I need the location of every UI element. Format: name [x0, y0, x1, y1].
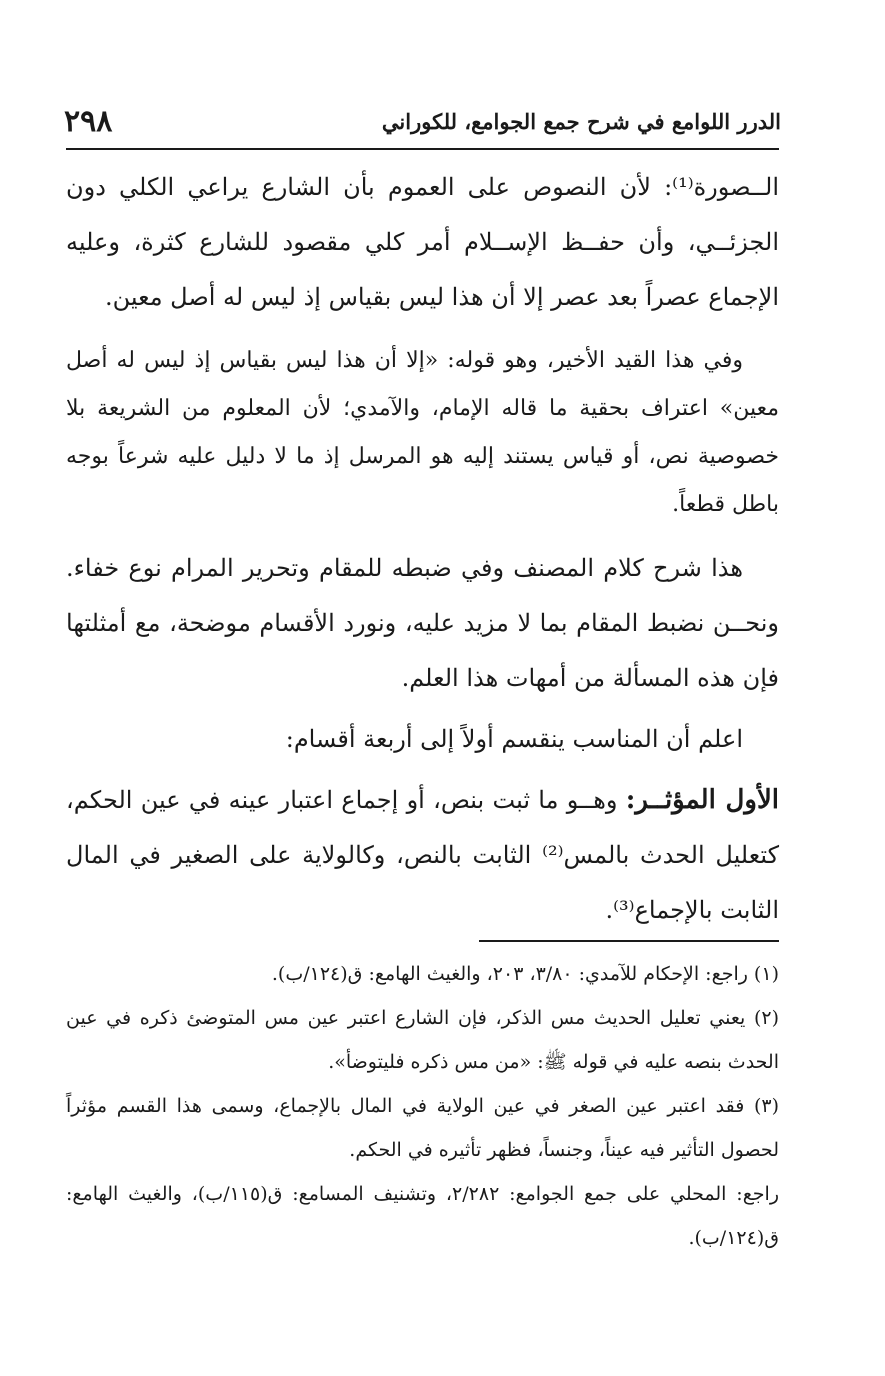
paragraph-4: اعلم أن المناسب ينقسم أولاً إلى أربعة أقسام: — [285, 725, 743, 753]
paragraph-5 — [66, 773, 779, 938]
main-text — [66, 160, 779, 938]
footnote-3: (٣) فقد اعتبر عين الصغر في عين الولاية في المال بالإجماع، وسمى هذا القسم مؤثراً لحصول التأثير فيه عيناً، وجنساً، فظهر تأثيره في الحكم. — [66, 1095, 779, 1161]
footnote-3-reference: راجع: المحلي على جمع الجوامع: ٢/٢٨٢، وتشنيف المسامع: ق(١١٥/ب)، والغيث الهامع: ق(١٢٤/ب). — [66, 1183, 780, 1249]
section-term: الأول المؤثــر: — [625, 785, 780, 815]
paragraph-3: هذا شرح كلام المصنف وفي ضبطه للمقام وتحرير المرام نوع خفاء. ونحــن نضبط المقام بما لا مزيد عليه، ونورد الأقسام موضحة، مع أمثلتها فإن هذه المسألة من أمهات هذا العلم. — [66, 554, 779, 692]
page-number: ٢٩٨ — [64, 103, 113, 139]
footnote-1: (١) راجع: الإحكام للآمدي: ٣/٨٠، ٢٠٣، والغيث الهامع: ق(١٢٤/ب). — [271, 963, 779, 985]
footnotes — [66, 952, 779, 1260]
paragraph-5-text: وهــو ما ثبت بنص، أو إجماع اعتبار عينه في عين الحكم، كتعليل الحدث بالمس⁽²⁾ الثابت بالنص، وكالولاية على الصغير في المال الثابت بالإجماع⁽³⁾. — [66, 786, 779, 924]
running-title: الدرر اللوامع في شرح جمع الجوامع، للكوراني — [381, 108, 781, 134]
header-rule — [66, 148, 779, 150]
paragraph-1: الــصورة⁽¹⁾: لأن النصوص على العموم بأن الشارع يراعي الكلي دون الجزئــي، وأن حفــظ الإســلام أمر كلي مقصود للشارع كثرة، وعليه الإجماع عصراً بعد عصر إلا أن هذا ليس بقياس إذ ليس له أصل معين. — [66, 173, 779, 311]
paragraph-2: وفي هذا القيد الأخير، وهو قوله: «إلا أن هذا ليس بقياس إذ ليس له أصل معين» اعتراف بحقية ما قاله الإمام، والآمدي؛ لأن المعلوم من الشريعة بلا خصوصية نص، أو قياس يستند إليه هو المرسل إذ ما لا دليل عليه شرعاً بوجه باطل قطعاً. — [66, 348, 779, 517]
page-header — [64, 98, 781, 144]
footnote-separator — [479, 940, 779, 942]
footnote-2: (٢) يعني تعليل الحديث مس الذكر، فإن الشارع اعتبر عين مس المتوضئ ذكره في عين الحدث بنصه عليه في قوله ﷺ: «من مس ذكره فليتوضأ». — [66, 1007, 779, 1073]
